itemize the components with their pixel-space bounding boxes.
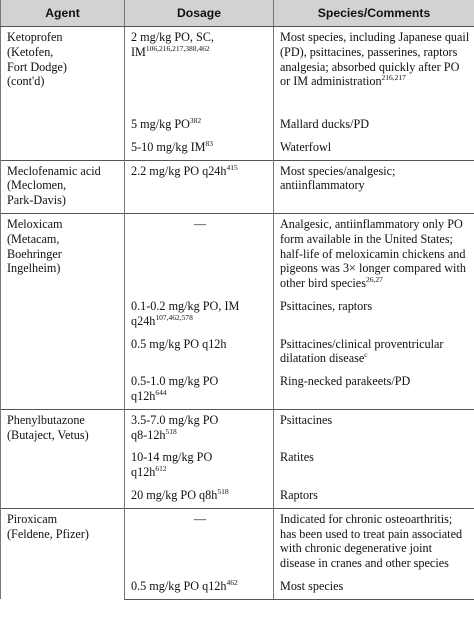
dosage-cell xyxy=(125,114,274,137)
comment-cell xyxy=(274,334,474,372)
agent-name: Piroxicam xyxy=(7,511,58,526)
dosage-text: IM xyxy=(131,44,146,59)
dosage-text: — xyxy=(193,511,207,526)
agent-name: Phenylbutazone xyxy=(7,412,85,427)
dosage-cell xyxy=(125,409,274,447)
dosage-cell xyxy=(125,27,274,115)
dosage-cell xyxy=(125,160,274,213)
dosage-text: 0.1-0.2 mg/kg PO, IM xyxy=(131,298,240,313)
citation-ref: 415 xyxy=(226,162,238,172)
comment-text: Analgesic, antiinflammatory only PO form available in the United States; half-life of meloxicamin chickens and pigeons was 3× longer compared with other bird species xyxy=(280,216,466,291)
agent-line: Boehringer xyxy=(7,246,62,261)
dosage-text: 5 mg/kg PO xyxy=(131,117,190,131)
dosage-text: 2 mg/kg PO, SC, xyxy=(131,30,214,44)
comment-cell xyxy=(274,409,474,447)
dosage-text: 20 mg/kg PO q8h xyxy=(131,487,218,502)
comment-text: Most species xyxy=(280,578,344,593)
citation-ref: 216,217 xyxy=(381,73,406,83)
dosage-cell xyxy=(125,371,274,409)
citation-ref: 518 xyxy=(217,486,229,496)
citation-ref: 382 xyxy=(189,116,202,125)
comment-text: Psittacines, raptors xyxy=(280,298,373,313)
comment-cell xyxy=(274,485,474,508)
dosage-text: q12h xyxy=(131,465,156,480)
comment-text: Mallard ducks/PD xyxy=(280,117,370,131)
agent-line: Ingelheim) xyxy=(7,261,61,276)
citation-ref: 106,216,217,388,462 xyxy=(145,43,210,53)
comment-cell xyxy=(274,447,474,485)
comment-text: Raptors xyxy=(280,487,318,502)
table-row xyxy=(1,27,474,115)
citation-ref: 83 xyxy=(205,138,213,148)
agent-line: Fort Dodge) xyxy=(7,59,67,74)
citation-ref: 107,462,578 xyxy=(155,312,193,322)
agent-line: (Metacam, xyxy=(7,231,60,246)
agent-name: Ketoprofen xyxy=(7,30,63,44)
dosage-cell xyxy=(125,137,274,160)
dosage-cell xyxy=(125,508,274,576)
comment-text: Indicated for chronic osteoarthritis; has been used to treat pain associated with chronic degenerative joint disease in cranes and other species xyxy=(280,511,463,571)
agent-line: (Feldene, Pfizer) xyxy=(7,526,89,541)
dosage-cell xyxy=(125,213,274,295)
dosage-text: 0.5 mg/kg PO q12h xyxy=(131,336,227,351)
dosage-cell xyxy=(125,485,274,508)
dosage-cell xyxy=(125,296,274,334)
agent-line: Park-Davis) xyxy=(7,193,66,208)
dosage-text: 0.5 mg/kg PO q12h xyxy=(131,578,227,593)
dosage-text: 5-10 mg/kg IM xyxy=(131,139,206,154)
dosage-text: 0.5-1.0 mg/kg PO xyxy=(131,374,219,389)
comment-cell xyxy=(274,160,474,213)
comment-cell xyxy=(274,27,474,115)
citation-ref: c xyxy=(364,350,368,360)
comment-text: Most species, including Japanese quail (PD), psittacines, passerines, raptors analgesia; absorbed quickly after PO or IM administration xyxy=(280,30,470,89)
citation-ref: 612 xyxy=(155,464,167,474)
dosage-text: 3.5-7.0 mg/kg PO xyxy=(131,412,219,427)
header-species-comments: Species/Comments xyxy=(274,0,474,27)
agent-cell xyxy=(1,160,125,213)
agent-line: (Meclomen, xyxy=(7,178,67,193)
comment-text: Most species/analgesic; antiinflammatory xyxy=(280,163,396,193)
header-row xyxy=(1,0,474,27)
citation-ref: 26,27 xyxy=(365,275,383,285)
citation-ref: 518 xyxy=(165,426,177,436)
agent-cell xyxy=(1,508,125,599)
comment-cell xyxy=(274,371,474,409)
dosage-text: 10-14 mg/kg PO xyxy=(131,450,213,465)
agent-line: (Ketofen, xyxy=(7,44,54,59)
dosage-cell xyxy=(125,447,274,485)
citation-ref: 644 xyxy=(155,387,167,397)
comment-cell xyxy=(274,508,474,576)
comment-cell xyxy=(274,296,474,334)
comment-text: Psittacines xyxy=(280,412,333,427)
comment-text: Waterfowl xyxy=(280,139,332,154)
comment-text: Ring-necked parakeets/PD xyxy=(280,374,411,389)
citation-ref: 462 xyxy=(226,577,238,587)
table-row xyxy=(1,213,474,295)
comment-text: Ratites xyxy=(280,450,314,465)
agent-cell xyxy=(1,409,125,508)
header-agent: Agent xyxy=(1,0,125,27)
dosage-text: q24h xyxy=(131,313,156,328)
comment-cell xyxy=(274,576,474,599)
dosage-text: q8-12h xyxy=(131,427,166,442)
agent-line: (cont'd) xyxy=(7,74,45,89)
dosage-text: 2.2 mg/kg PO q24h xyxy=(131,163,227,178)
agent-name: Meclofenamic acid xyxy=(7,163,101,178)
dosage-text: — xyxy=(193,216,207,231)
agent-cell xyxy=(1,27,125,161)
agent-cell xyxy=(1,213,125,409)
table-row xyxy=(1,508,474,576)
comment-cell xyxy=(274,137,474,160)
table-row xyxy=(1,409,474,447)
comment-cell xyxy=(274,114,474,137)
comment-cell xyxy=(274,213,474,295)
dosage-cell xyxy=(125,576,274,599)
header-dosage: Dosage xyxy=(125,0,274,27)
agent-name: Meloxicam xyxy=(7,216,63,231)
table-row xyxy=(1,160,474,213)
dosage-cell xyxy=(125,334,274,372)
dosage-text: q12h xyxy=(131,388,156,403)
comment-text: Psittacines/clinical proventricular dilatation disease xyxy=(280,336,444,366)
agent-line: (Butaject, Vetus) xyxy=(7,427,89,442)
